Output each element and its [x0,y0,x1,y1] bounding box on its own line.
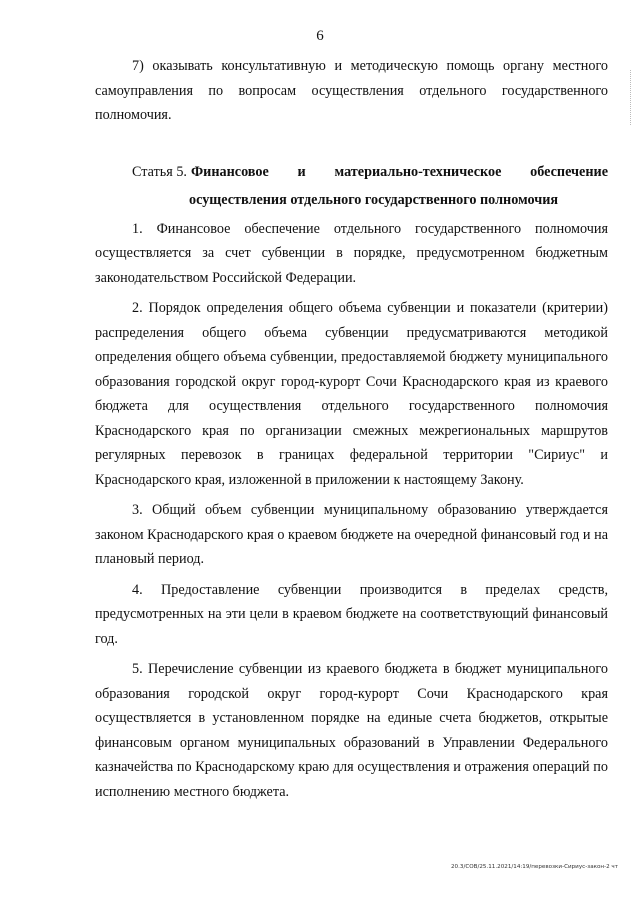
article-heading [95,160,608,185]
article-title-line2: осуществления отдельного государственного полномочия [189,192,559,208]
document-body [95,54,608,804]
footer-file-stamp: 20.3/СОВ/25.11.2021/14:19/перевозки-Сириус-закон-2 чт [450,864,618,870]
paragraph-5: 5. Перечисление субвенции из краевого бюджета в бюджет муниципального образования городской округ город-курорт Сочи Краснодарского края осуществляется в установленном порядке на единые счета бюджетов, открытые финансовым органом муниципальных образований в Управлении Федерального казначейства по Краснодарскому краю для осуществления и отражения операций по исполнению местного бюджета. [95,661,608,800]
article-title-line1: Финансовое и материально-техническое обеспечение [190,163,608,180]
paragraph-4: 4. Предоставление субвенции производится в пределах средств, предусмотренных на эти цели в краевом бюджете на соответствующий финансовый год. [95,581,608,647]
margin-mark [630,70,635,125]
paragraph-3: 3. Общий объем субвенции муниципальному образованию утверждается законом Краснодарского края о краевом бюджете на очередной финансовый год и на плановый период. [95,502,608,567]
paragraph-1: 1. Финансовое обеспечение отдельного государственного полномочия осуществляется за счет субвенции в порядке, предусмотренном бюджетным законодательством Российской Федерации. [95,220,608,286]
paragraph-2: 2. Порядок определения общего объема субвенции и показатели (критерии) распределения общего объема субвенции предусматриваются методикой определения общего объема субвенции, предоставляемой бюджету муниципального образования городской округ город-курорт Сочи Краснодарского края из краевого бюджета для осуществления отдельного государственного полномочия Краснодарского края по организации смежных межрегиональных маршрутов регулярных перевозок в границах федеральной территории "Сириус" и Краснодарского края, изложенной в приложении к настоящему Закону. [95,300,608,488]
page-number: 6 [316,28,324,44]
article-label: Статья 5. [132,163,187,180]
paragraph-item-7: 7) оказывать консультативную и методическую помощь органу местного самоуправления по вопросам осуществления отдельного государственного полномочия. [95,58,608,123]
